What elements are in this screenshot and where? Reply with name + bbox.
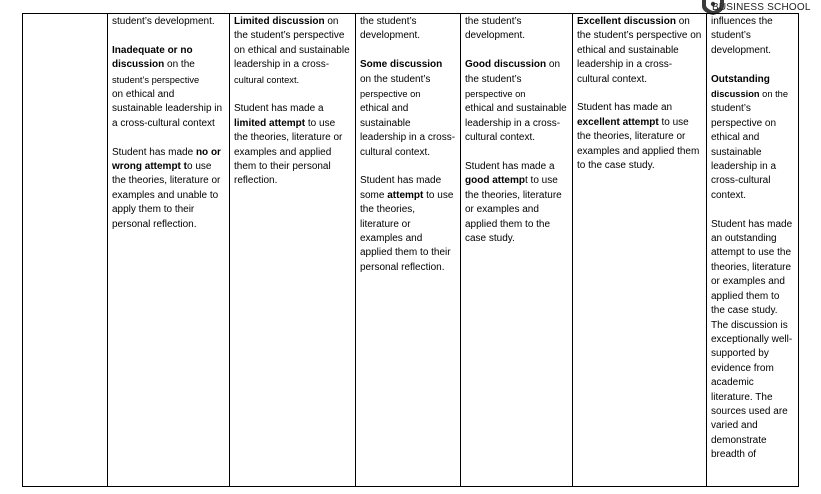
logo-text: BUSINESS SCHOOL: [712, 2, 811, 13]
attempt-text: Student has made some attempt to use the theories, literature or examples and applied them to their personal reflection.: [360, 175, 454, 273]
cell-top-text: the student’s development.: [465, 16, 526, 42]
table-row: [23, 14, 799, 487]
attempt-text: Student has made an outstanding attempt to use the theories, literature or examples and applied them to the case study. The discussion is exceptionally well-supported by evidence from academic literature. The sources used are varied and demonstrate breadth of: [711, 218, 793, 461]
criteria-text: Some discussion on the student’s perspective on ethical and sustainable leadership in a cross-cultural context.: [360, 59, 456, 158]
row-label-cell: [23, 14, 108, 487]
grade-cell-outstanding: [707, 14, 799, 487]
attempt-text: Student has made no or wrong attempt to use the theories, literature or examples and unable to apply them to their personal reflection.: [112, 146, 221, 230]
criteria-text: Outstanding discussion on the student’s perspective on ethical and sustainable leadership in a cross-cultural context.: [711, 73, 789, 201]
cell-top-text: influences the student’s development.: [711, 16, 773, 56]
grade-cell-some: [356, 14, 461, 487]
criteria-text: Good discussion on the student’s perspective on ethical and sustainable leadership in a cross-cultural context.: [465, 59, 567, 144]
attempt-text: Student has made a limited attempt to use the theories, literature or examples and applied them to their personal reflection.: [234, 103, 343, 187]
rubric-table: [22, 13, 799, 487]
criteria-text: Excellent discussion on the student’s perspective on ethical and sustainable leadership in a cross-cultural context.: [577, 16, 702, 85]
grade-cell-limited: [230, 14, 356, 487]
criteria-text: Limited discussion on the student’s perspective on ethical and sustainable leadership in a cross- cultural context.: [234, 16, 350, 85]
grade-cell-excellent: [573, 14, 707, 487]
attempt-text: Student has made a good attempt to use the theories, literature or examples and applied them to the case study.: [465, 161, 562, 245]
criteria-text: Inadequate or no discussion on the student’s perspective on ethical and sustainable leadership in a cross-cultural context: [112, 44, 223, 129]
grade-cell-good: [461, 14, 573, 487]
cell-top-text: student’s development.: [112, 16, 215, 27]
attempt-text: Student has made an excellent attempt to use the theories, literature or examples and applied them to the case study.: [577, 102, 700, 172]
cell-top-text: the student’s development.: [360, 16, 421, 42]
grade-cell-inadequate: [108, 14, 230, 487]
